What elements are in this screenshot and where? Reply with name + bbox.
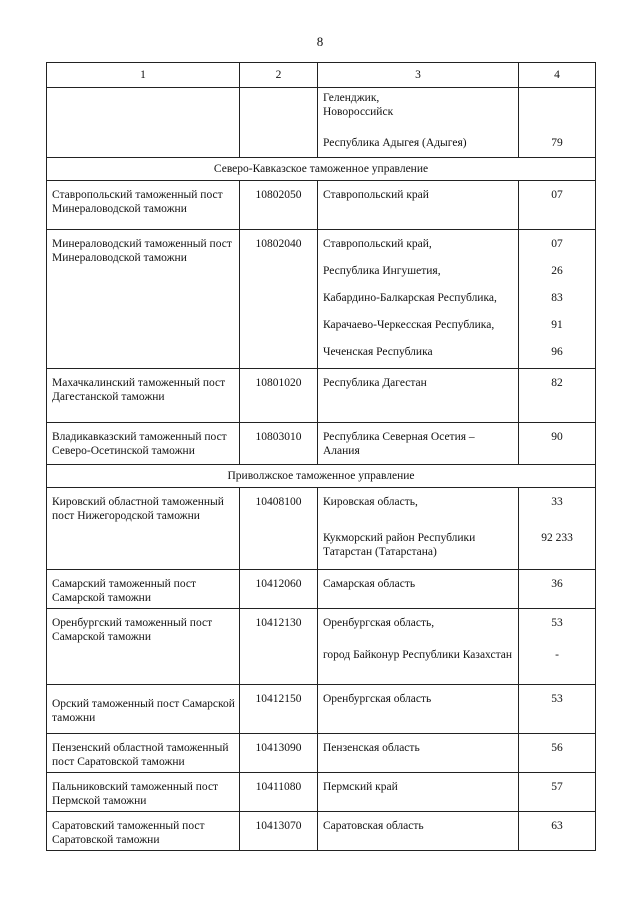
header-row <box>47 63 596 88</box>
post-cell: Пензенский областной таможенный пост Саратовской таможни <box>47 734 240 773</box>
post-cell: Саратовский таможенный пост Саратовской таможни <box>47 812 240 851</box>
region-line: Геленджик, <box>323 92 380 104</box>
header-col-3: 3 <box>318 63 519 88</box>
region-code: 26 <box>551 265 563 277</box>
code-cell: 10408100 <box>240 488 318 570</box>
table-row <box>47 88 596 158</box>
region-code-cell <box>519 488 596 570</box>
region-cell <box>318 230 519 369</box>
region-code: 83 <box>551 292 563 304</box>
code-cell: 10411080 <box>240 773 318 812</box>
region-line: Кукморский район Республики Татарстан (Татарстана) <box>323 532 476 558</box>
post-cell: Минераловодский таможенный пост Минераловодской таможни <box>47 230 240 369</box>
region-code-cell: 63 <box>519 812 596 851</box>
region-code: 96 <box>551 346 563 358</box>
region-cell: Саратовская область <box>318 812 519 851</box>
region-line: Республика Ингушетия, <box>323 265 441 277</box>
region-cell <box>318 88 519 158</box>
region-code: 53 <box>551 617 563 629</box>
region-code: 92 233 <box>541 532 573 544</box>
region-cell: Оренбургская область <box>318 685 519 734</box>
region-cell: Самарская область <box>318 570 519 609</box>
table-row <box>47 570 596 609</box>
post-cell: Орский таможенный пост Самарской таможни <box>47 685 240 734</box>
post-cell: Оренбургский таможенный пост Самарской таможни <box>47 609 240 685</box>
table-row <box>47 773 596 812</box>
region-line: Кабардино-Балкарская Республика, <box>323 292 497 304</box>
table-row <box>47 734 596 773</box>
region-code-cell: 90 <box>519 423 596 465</box>
region-code-cell <box>519 609 596 685</box>
table-row <box>47 488 596 570</box>
section-heading: Приволжское таможенное управление <box>47 465 596 488</box>
region-cell: Республика Дагестан <box>318 369 519 423</box>
header-col-4: 4 <box>519 63 596 88</box>
region-code: 79 <box>551 137 563 149</box>
code-cell: 10413090 <box>240 734 318 773</box>
section-row <box>47 158 596 181</box>
table-row <box>47 230 596 369</box>
region-line: Оренбургская область, <box>323 617 435 629</box>
page-number: 8 <box>316 34 324 49</box>
code-cell: 10412130 <box>240 609 318 685</box>
code-cell: 10802050 <box>240 181 318 230</box>
header-col-1: 1 <box>47 63 240 88</box>
region-line: Ставропольский край, <box>323 238 432 250</box>
region-cell: Пензенская область <box>318 734 519 773</box>
section-row <box>47 465 596 488</box>
table-row <box>47 812 596 851</box>
customs-posts-table <box>46 62 596 851</box>
region-line: Новороссийск <box>323 106 394 118</box>
table-row <box>47 181 596 230</box>
code-cell: 10803010 <box>240 423 318 465</box>
code-cell: 10412060 <box>240 570 318 609</box>
post-cell: Махачкалинский таможенный пост Дагестанской таможни <box>47 369 240 423</box>
region-line: город Байконур Республики Казахстан <box>323 649 513 661</box>
header-col-2: 2 <box>240 63 318 88</box>
post-cell: Владикавказский таможенный пост Северо-Осетинской таможни <box>47 423 240 465</box>
region-code-cell: 56 <box>519 734 596 773</box>
code-cell: 10802040 <box>240 230 318 369</box>
region-code-cell <box>519 88 596 158</box>
code-cell: 10801020 <box>240 369 318 423</box>
table-row <box>47 685 596 734</box>
region-code-cell <box>519 230 596 369</box>
post-cell: Кировский областной таможенный пост Нижегородской таможни <box>47 488 240 570</box>
region-line: Республика Адыгея (Адыгея) <box>323 137 467 149</box>
region-code-cell: 57 <box>519 773 596 812</box>
post-cell: Самарский таможенный пост Самарской таможни <box>47 570 240 609</box>
region-cell: Республика Северная Осетия – Алания <box>318 423 519 465</box>
section-heading: Северо-Кавказское таможенное управление <box>47 158 596 181</box>
post-cell: Пальниковский таможенный пост Пермской таможни <box>47 773 240 812</box>
region-code: - <box>555 649 559 661</box>
region-line: Чеченская Республика <box>323 346 433 358</box>
table-row <box>47 423 596 465</box>
region-code: 07 <box>551 238 563 250</box>
region-code-cell: 53 <box>519 685 596 734</box>
region-cell: Ставропольский край <box>318 181 519 230</box>
region-code: 91 <box>551 319 563 331</box>
region-cell <box>318 488 519 570</box>
region-cell: Пермский край <box>318 773 519 812</box>
code-cell <box>240 88 318 158</box>
table-row <box>47 369 596 423</box>
region-cell <box>318 609 519 685</box>
code-cell: 10413070 <box>240 812 318 851</box>
post-cell: Ставропольский таможенный пост Минераловодской таможни <box>47 181 240 230</box>
region-line: Кировская область, <box>323 496 418 508</box>
region-code-cell: 36 <box>519 570 596 609</box>
code-cell: 10412150 <box>240 685 318 734</box>
table-row <box>47 609 596 685</box>
region-line: Карачаево-Черкесская Республика, <box>323 319 495 331</box>
region-code-cell: 82 <box>519 369 596 423</box>
post-cell <box>47 88 240 158</box>
region-code-cell: 07 <box>519 181 596 230</box>
region-code: 33 <box>551 496 563 508</box>
